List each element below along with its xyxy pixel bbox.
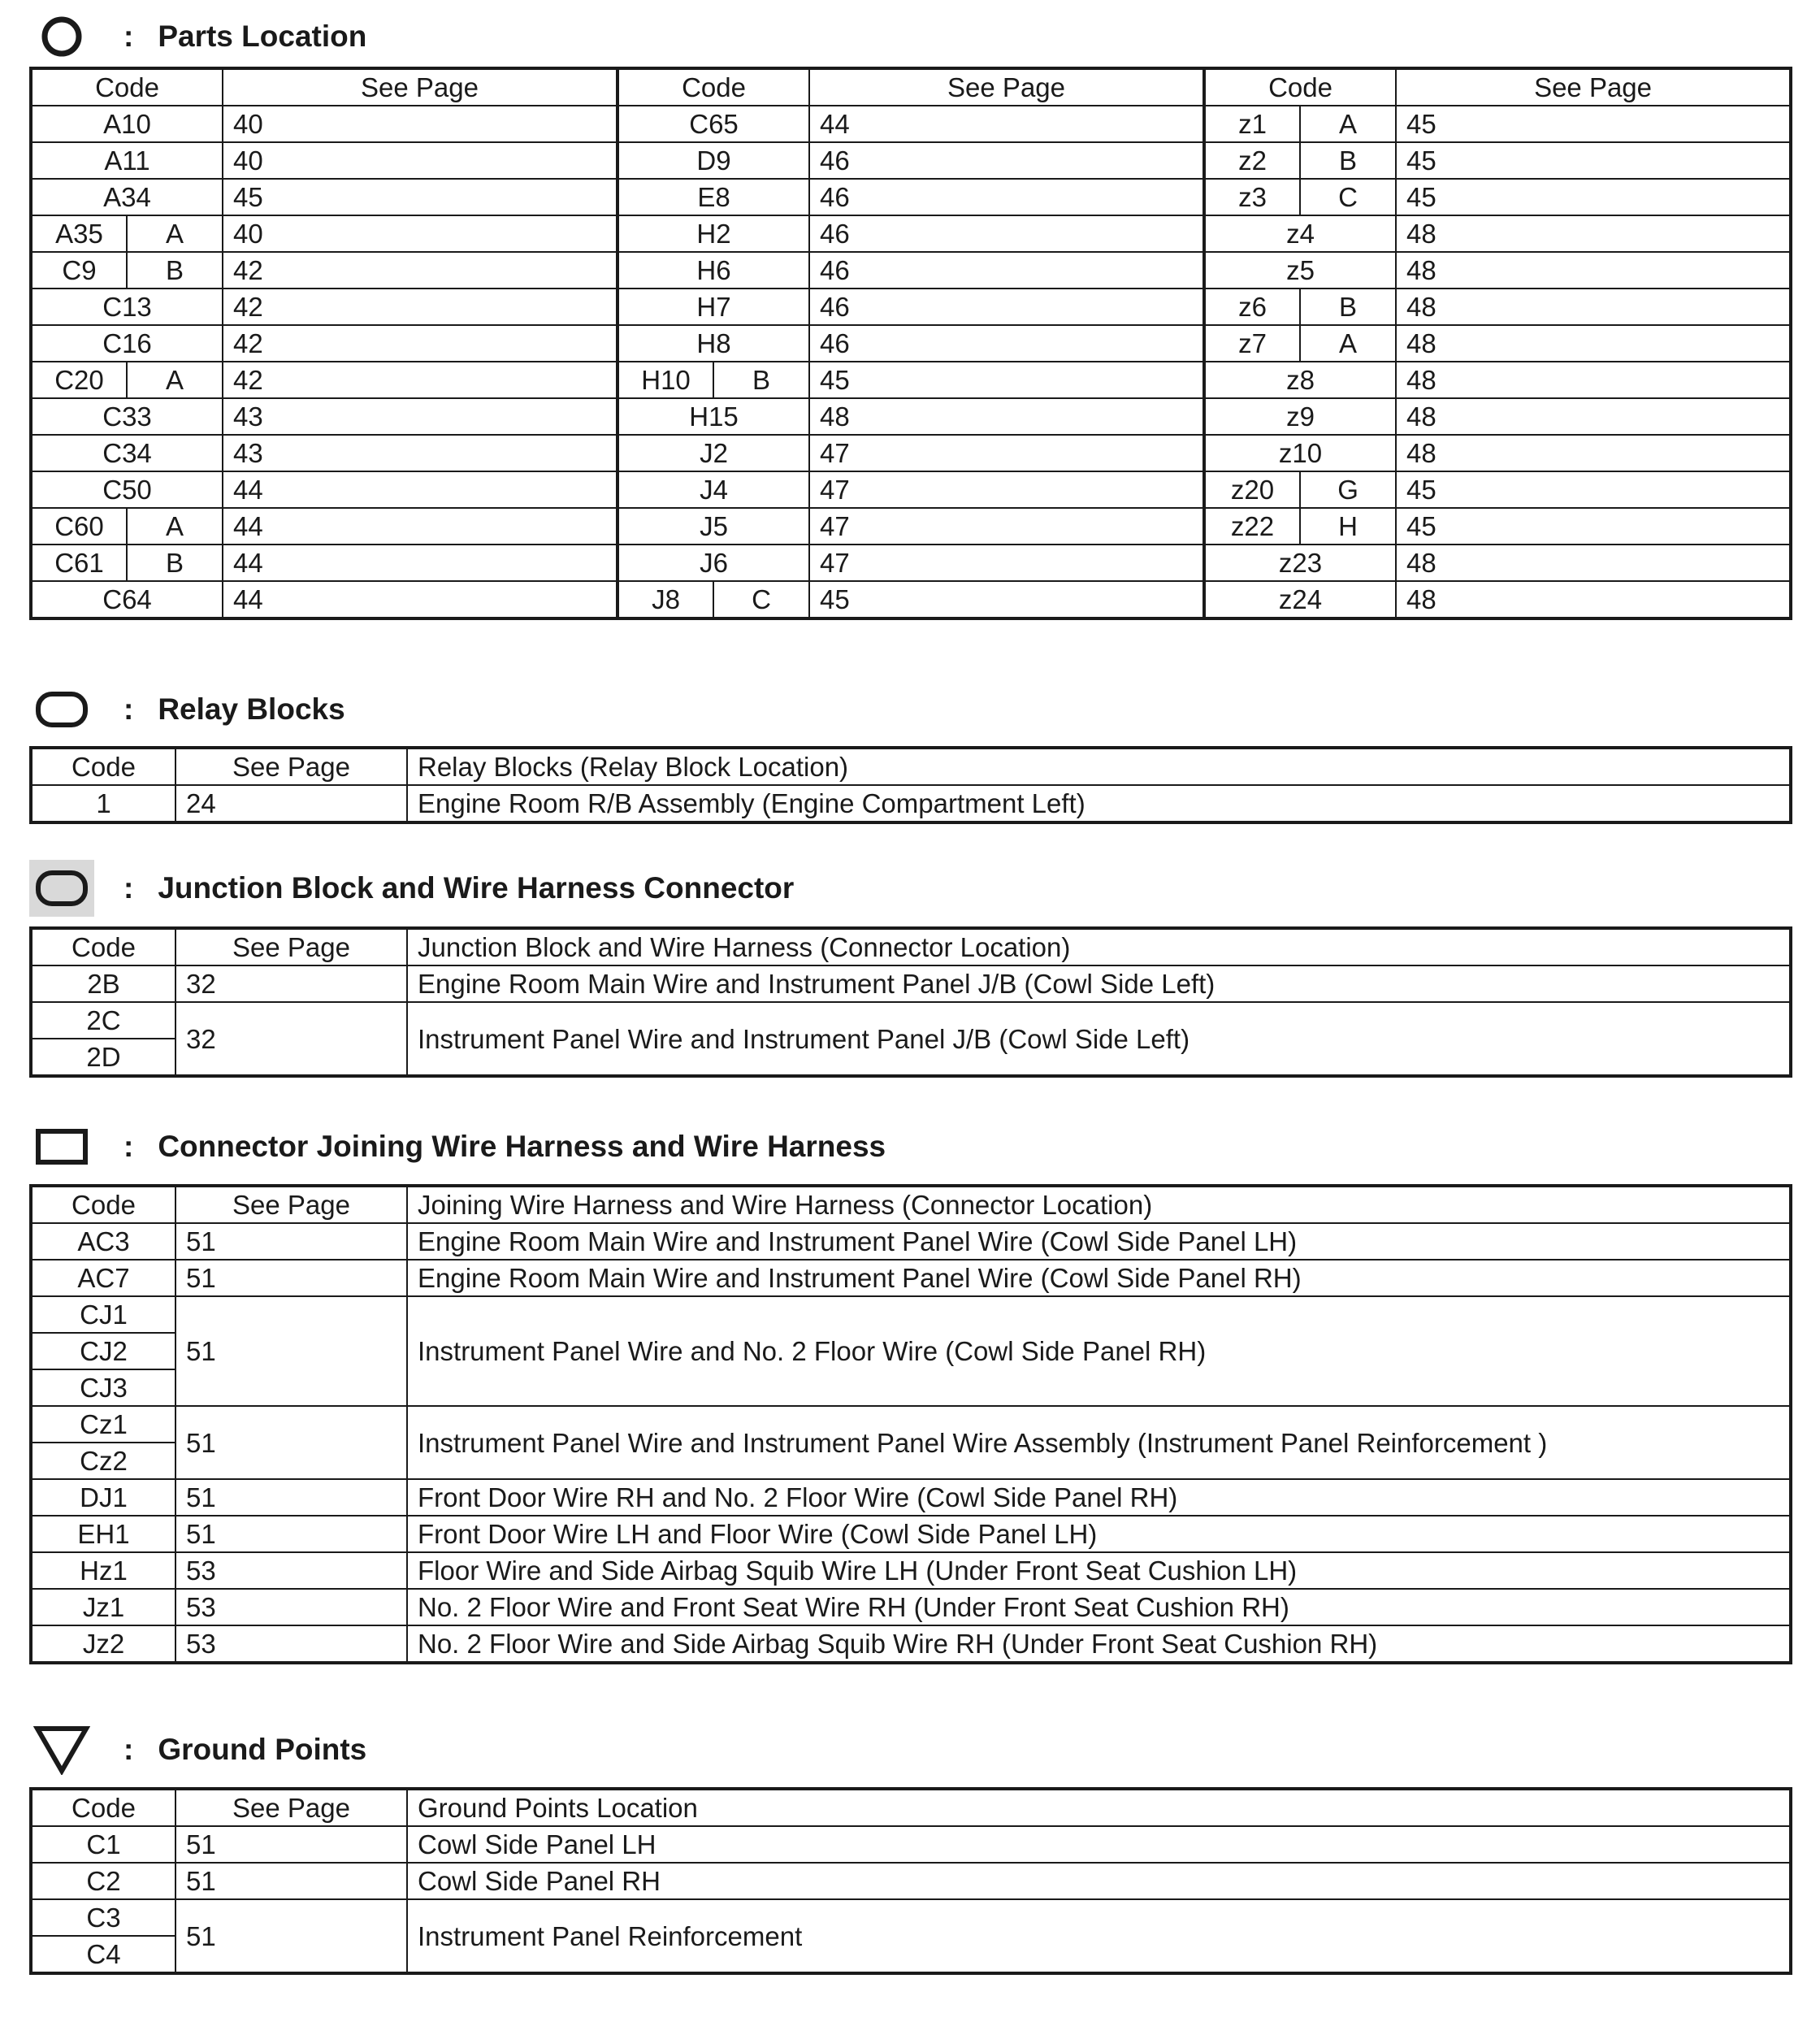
- table-row: [31, 1516, 1791, 1552]
- see-page-cell: 24: [176, 785, 407, 822]
- see-page-cell: 48: [1396, 545, 1791, 581]
- see-page-cell: 42: [223, 362, 618, 398]
- table-row: [31, 1625, 1791, 1663]
- code-cell: z9: [1204, 398, 1396, 435]
- junction-block-table: [29, 926, 1792, 1078]
- code-cell: z4: [1204, 215, 1396, 252]
- code-cell: CJ1: [31, 1296, 176, 1333]
- column-header-code: Code: [31, 1186, 176, 1223]
- see-page-cell: 44: [223, 545, 618, 581]
- see-page-cell: 51: [176, 1260, 407, 1296]
- heading-colon: :: [124, 1130, 134, 1163]
- location-cell: Front Door Wire RH and No. 2 Floor Wire (Cowl Side Panel RH): [407, 1479, 1791, 1516]
- section-title: Relay Blocks: [158, 692, 345, 726]
- see-page-cell: 47: [809, 545, 1204, 581]
- code-cell: C65: [618, 106, 809, 142]
- see-page-cell: 53: [176, 1589, 407, 1625]
- column-header-see-page: See Page: [176, 1186, 407, 1223]
- code-cell: H10: [618, 362, 713, 398]
- see-page-cell: 44: [223, 471, 618, 508]
- table-row: [31, 1406, 1791, 1443]
- see-page-cell: 45: [1396, 142, 1791, 179]
- code-cell: EH1: [31, 1516, 176, 1552]
- column-header-location: Relay Blocks (Relay Block Location): [407, 748, 1791, 785]
- location-cell: Instrument Panel Reinforcement: [407, 1899, 1791, 1973]
- see-page-cell: 48: [1396, 252, 1791, 289]
- code-cell: z1: [1204, 106, 1300, 142]
- see-page-cell: 43: [223, 398, 618, 435]
- table-row: [31, 1260, 1791, 1296]
- table-row: [31, 289, 1791, 325]
- see-page-cell: 46: [809, 325, 1204, 362]
- code-cell: C3: [31, 1899, 176, 1936]
- see-page-cell: 46: [809, 215, 1204, 252]
- header-row: [31, 928, 1791, 965]
- table-row: [31, 965, 1791, 1002]
- code-cell: H8: [618, 325, 809, 362]
- see-page-cell: 48: [809, 398, 1204, 435]
- circle-icon: [29, 8, 94, 65]
- column-header-code: Code: [31, 1789, 176, 1826]
- see-page-cell: 51: [176, 1516, 407, 1552]
- see-page-cell: 51: [176, 1479, 407, 1516]
- code-cell: C1: [31, 1826, 176, 1863]
- code-cell: Hz1: [31, 1552, 176, 1589]
- code-cell: A10: [31, 106, 223, 142]
- shaded-rounded-rect-icon: [29, 860, 94, 917]
- code-cell: CJ2: [31, 1333, 176, 1369]
- see-page-cell: 51: [176, 1296, 407, 1406]
- code-cell: H15: [618, 398, 809, 435]
- code-cell: H7: [618, 289, 809, 325]
- table-row: [31, 106, 1791, 142]
- see-page-cell: 46: [809, 252, 1204, 289]
- code-cell: CJ3: [31, 1369, 176, 1406]
- code-cell: z20: [1204, 471, 1300, 508]
- location-cell: Cowl Side Panel RH: [407, 1863, 1791, 1899]
- parts-location-heading: [29, 8, 366, 65]
- code-cell: z22: [1204, 508, 1300, 545]
- table-row: [31, 1826, 1791, 1863]
- table-row: [31, 362, 1791, 398]
- code-cell: 2B: [31, 965, 176, 1002]
- table-row: [31, 325, 1791, 362]
- see-page-cell: 48: [1396, 289, 1791, 325]
- code-cell: z7: [1204, 325, 1300, 362]
- code-cell: 2C: [31, 1002, 176, 1039]
- location-cell: Cowl Side Panel LH: [407, 1826, 1791, 1863]
- see-page-cell: 44: [223, 508, 618, 545]
- section-title: Connector Joining Wire Harness and Wire Harness: [158, 1130, 886, 1163]
- sub-code-cell: A: [1300, 106, 1396, 142]
- code-cell: J4: [618, 471, 809, 508]
- table-row: [31, 545, 1791, 581]
- location-cell: Floor Wire and Side Airbag Squib Wire LH (Under Front Seat Cushion LH): [407, 1552, 1791, 1589]
- table-row: [31, 508, 1791, 545]
- rounded-rect-icon: [29, 681, 94, 738]
- column-header-see-page: See Page: [1396, 68, 1791, 106]
- relay-blocks-table: [29, 746, 1792, 824]
- heading-colon: :: [124, 871, 134, 905]
- code-cell: 2D: [31, 1039, 176, 1076]
- location-cell: Engine Room Main Wire and Instrument Panel Wire (Cowl Side Panel LH): [407, 1223, 1791, 1260]
- header-row: [31, 1789, 1791, 1826]
- table-row: [31, 1899, 1791, 1936]
- column-header-see-page: See Page: [223, 68, 618, 106]
- code-cell: Jz1: [31, 1589, 176, 1625]
- code-cell: C34: [31, 435, 223, 471]
- heading-colon: :: [124, 692, 134, 726]
- code-cell: z6: [1204, 289, 1300, 325]
- see-page-cell: 44: [223, 581, 618, 618]
- see-page-cell: 46: [809, 179, 1204, 215]
- sub-code-cell: C: [713, 581, 809, 618]
- location-cell: Engine Room R/B Assembly (Engine Compartment Left): [407, 785, 1791, 822]
- see-page-cell: 45: [1396, 471, 1791, 508]
- column-header-see-page: See Page: [809, 68, 1204, 106]
- sub-code-cell: B: [127, 252, 223, 289]
- see-page-cell: 48: [1396, 435, 1791, 471]
- heading-colon: :: [124, 20, 134, 53]
- sub-code-cell: B: [1300, 289, 1396, 325]
- table-row: [31, 1223, 1791, 1260]
- code-cell: z10: [1204, 435, 1396, 471]
- see-page-cell: 45: [223, 179, 618, 215]
- code-cell: Cz1: [31, 1406, 176, 1443]
- code-cell: z3: [1204, 179, 1300, 215]
- header-row: [31, 1186, 1791, 1223]
- sub-code-cell: H: [1300, 508, 1396, 545]
- location-cell: Instrument Panel Wire and No. 2 Floor Wire (Cowl Side Panel RH): [407, 1296, 1791, 1406]
- code-cell: J2: [618, 435, 809, 471]
- table-row: [31, 1589, 1791, 1625]
- column-header-code: Code: [31, 68, 223, 106]
- code-cell: C60: [31, 508, 127, 545]
- location-cell: Instrument Panel Wire and Instrument Panel Wire Assembly (Instrument Panel Reinforcement ): [407, 1406, 1791, 1479]
- see-page-cell: 51: [176, 1863, 407, 1899]
- see-page-cell: 45: [1396, 508, 1791, 545]
- location-cell: Front Door Wire LH and Floor Wire (Cowl Side Panel LH): [407, 1516, 1791, 1552]
- sub-code-cell: B: [713, 362, 809, 398]
- table-row: [31, 1863, 1791, 1899]
- connector-joining-table: [29, 1184, 1792, 1664]
- table-row: [31, 435, 1791, 471]
- code-cell: A35: [31, 215, 127, 252]
- code-cell: C9: [31, 252, 127, 289]
- see-page-cell: 45: [1396, 106, 1791, 142]
- code-cell: C61: [31, 545, 127, 581]
- code-cell: 1: [31, 785, 176, 822]
- see-page-cell: 42: [223, 325, 618, 362]
- parts-location-table: [29, 67, 1792, 620]
- location-cell: Engine Room Main Wire and Instrument Panel J/B (Cowl Side Left): [407, 965, 1791, 1002]
- table-row: [31, 1296, 1791, 1333]
- code-cell: AC7: [31, 1260, 176, 1296]
- junction-block-heading: [29, 860, 794, 917]
- column-header-location: Junction Block and Wire Harness (Connector Location): [407, 928, 1791, 965]
- see-page-cell: 46: [809, 289, 1204, 325]
- sub-code-cell: B: [127, 545, 223, 581]
- see-page-cell: 51: [176, 1406, 407, 1479]
- ground-points-table: [29, 1787, 1792, 1975]
- triangle-down-icon: [29, 1721, 94, 1778]
- rectangle-icon: [29, 1118, 94, 1175]
- see-page-cell: 51: [176, 1223, 407, 1260]
- see-page-cell: 48: [1396, 362, 1791, 398]
- see-page-cell: 51: [176, 1826, 407, 1863]
- code-cell: J8: [618, 581, 713, 618]
- see-page-cell: 53: [176, 1625, 407, 1663]
- table-row: [31, 581, 1791, 618]
- table-row: [31, 179, 1791, 215]
- table-row: [31, 398, 1791, 435]
- see-page-cell: 47: [809, 508, 1204, 545]
- sub-code-cell: C: [1300, 179, 1396, 215]
- sub-code-cell: G: [1300, 471, 1396, 508]
- see-page-cell: 47: [809, 435, 1204, 471]
- code-cell: H2: [618, 215, 809, 252]
- see-page-cell: 48: [1396, 325, 1791, 362]
- see-page-cell: 44: [809, 106, 1204, 142]
- code-cell: Jz2: [31, 1625, 176, 1663]
- code-cell: E8: [618, 179, 809, 215]
- see-page-cell: 32: [176, 965, 407, 1002]
- location-cell: No. 2 Floor Wire and Front Seat Wire RH (Under Front Seat Cushion RH): [407, 1589, 1791, 1625]
- see-page-cell: 40: [223, 106, 618, 142]
- column-header-see-page: See Page: [176, 928, 407, 965]
- see-page-cell: 43: [223, 435, 618, 471]
- code-cell: DJ1: [31, 1479, 176, 1516]
- code-cell: Cz2: [31, 1443, 176, 1479]
- location-cell: Engine Room Main Wire and Instrument Panel Wire (Cowl Side Panel RH): [407, 1260, 1791, 1296]
- table-row: [31, 142, 1791, 179]
- connector-joining-heading: [29, 1118, 886, 1175]
- see-page-cell: 40: [223, 142, 618, 179]
- code-cell: H6: [618, 252, 809, 289]
- column-header-code: Code: [31, 928, 176, 965]
- see-page-cell: 48: [1396, 215, 1791, 252]
- header-row: [31, 748, 1791, 785]
- heading-colon: :: [124, 1733, 134, 1766]
- see-page-cell: 53: [176, 1552, 407, 1589]
- table-row: [31, 1002, 1791, 1039]
- see-page-cell: 51: [176, 1899, 407, 1973]
- see-page-cell: 48: [1396, 398, 1791, 435]
- column-header-code: Code: [1204, 68, 1396, 106]
- code-cell: C2: [31, 1863, 176, 1899]
- code-cell: C20: [31, 362, 127, 398]
- code-cell: z8: [1204, 362, 1396, 398]
- code-cell: D9: [618, 142, 809, 179]
- table-row: [31, 785, 1791, 822]
- section-title: Junction Block and Wire Harness Connector: [158, 871, 795, 905]
- sub-code-cell: A: [127, 215, 223, 252]
- column-header-see-page: See Page: [176, 1789, 407, 1826]
- code-cell: z24: [1204, 581, 1396, 618]
- see-page-cell: 47: [809, 471, 1204, 508]
- see-page-cell: 46: [809, 142, 1204, 179]
- table-row: [31, 252, 1791, 289]
- location-cell: No. 2 Floor Wire and Side Airbag Squib Wire RH (Under Front Seat Cushion RH): [407, 1625, 1791, 1663]
- see-page-cell: 42: [223, 289, 618, 325]
- sub-code-cell: A: [127, 508, 223, 545]
- code-cell: z23: [1204, 545, 1396, 581]
- header-row: [31, 68, 1791, 106]
- ground-points-heading: [29, 1721, 366, 1778]
- code-cell: A11: [31, 142, 223, 179]
- code-cell: z5: [1204, 252, 1396, 289]
- code-cell: C50: [31, 471, 223, 508]
- table-row: [31, 1479, 1791, 1516]
- code-cell: J6: [618, 545, 809, 581]
- see-page-cell: 45: [809, 581, 1204, 618]
- column-header-code: Code: [618, 68, 809, 106]
- code-cell: C64: [31, 581, 223, 618]
- code-cell: z2: [1204, 142, 1300, 179]
- see-page-cell: 32: [176, 1002, 407, 1076]
- table-row: [31, 1552, 1791, 1589]
- sub-code-cell: A: [127, 362, 223, 398]
- code-cell: A34: [31, 179, 223, 215]
- sub-code-cell: B: [1300, 142, 1396, 179]
- see-page-cell: 48: [1396, 581, 1791, 618]
- code-cell: C16: [31, 325, 223, 362]
- column-header-code: Code: [31, 748, 176, 785]
- column-header-location: Ground Points Location: [407, 1789, 1791, 1826]
- code-cell: J5: [618, 508, 809, 545]
- code-cell: AC3: [31, 1223, 176, 1260]
- table-row: [31, 215, 1791, 252]
- relay-blocks-heading: [29, 681, 345, 738]
- table-row: [31, 471, 1791, 508]
- column-header-location: Joining Wire Harness and Wire Harness (Connector Location): [407, 1186, 1791, 1223]
- section-title: Ground Points: [158, 1733, 367, 1766]
- column-header-see-page: See Page: [176, 748, 407, 785]
- code-cell: C33: [31, 398, 223, 435]
- see-page-cell: 40: [223, 215, 618, 252]
- see-page-cell: 45: [1396, 179, 1791, 215]
- code-cell: C13: [31, 289, 223, 325]
- code-cell: C4: [31, 1936, 176, 1973]
- section-title: Parts Location: [158, 20, 367, 53]
- location-cell: Instrument Panel Wire and Instrument Panel J/B (Cowl Side Left): [407, 1002, 1791, 1076]
- sub-code-cell: A: [1300, 325, 1396, 362]
- see-page-cell: 42: [223, 252, 618, 289]
- see-page-cell: 45: [809, 362, 1204, 398]
